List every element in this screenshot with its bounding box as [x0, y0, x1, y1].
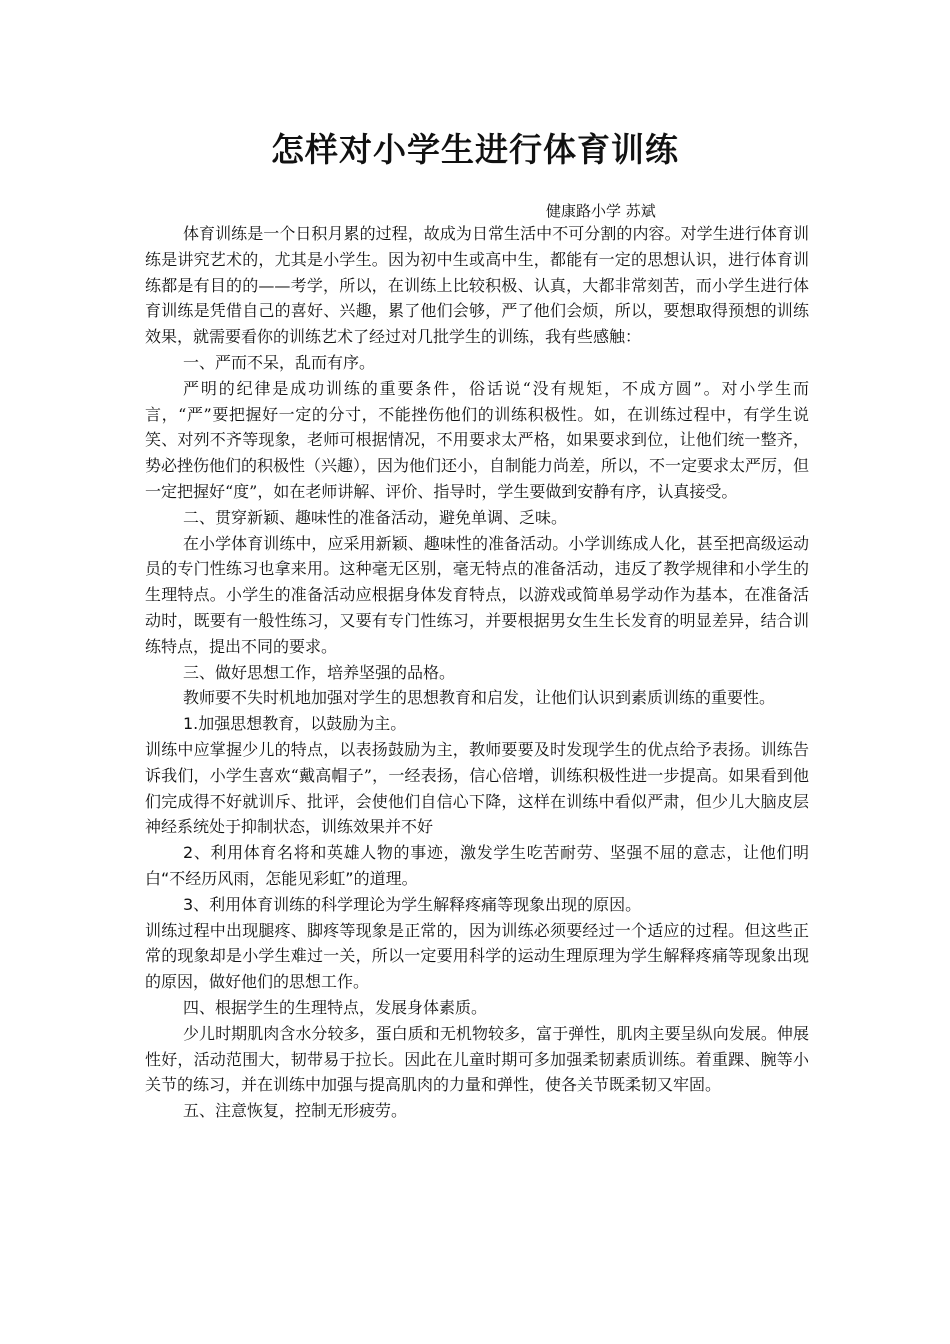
section-heading-5: 五、注意恢复，控制无形疲劳。	[183, 1101, 408, 1121]
subheading-3-2: 2、利用体育名将和英雄人物的事迹，激发学生吃苦耐劳、坚强不屈的意志，让他们明白“不经历风雨，怎能见彩虹”的道理。	[145, 843, 809, 888]
document-body	[145, 221, 809, 1124]
subheading-3-1: 1.加强思想教育，以鼓励为主。	[183, 714, 407, 734]
subheading-3-3: 3、利用体育训练的科学理论为学生解释疼痛等现象出现的原因。	[183, 894, 642, 914]
section-heading-2: 二、贯穿新颖、趣味性的准备活动，避免单调、乏味。	[183, 507, 568, 527]
intro-paragraph: 体育训练是一个日积月累的过程，故成为日常生活中不可分割的内容。对学生进行体育训练是讲究艺术的，尤其是小学生。因为初中生或高中生，都能有一定的思想认识，进行体育训练都是有目的的——考学，所以，在训练上比较积极、认真，大都非常刻苦，而小学生进行体育训练是凭借自己的喜好、兴趣，累了他们会够，严了他们会烦，所以，要想取得预想的训练效果，就需要看你的训练艺术了经过对几批学生的训练，我有些感触：	[145, 224, 809, 347]
author-line: 健康路小学 苏斌	[546, 202, 656, 220]
document-title: 怎样对小学生进行体育训练	[271, 130, 679, 169]
section-heading-4: 四、根据学生的生理特点，发展身体素质。	[183, 997, 488, 1017]
section-paragraph-1: 严明的纪律是成功训练的重要条件，俗话说“没有规矩，不成方圆”。对小学生而言，“严”要把握好一定的分寸，不能挫伤他们的训练积极性。如，在训练过程中，有学生说笑、对列不齐等现象，老师可根据情况，不用要求太严格，如果要求到位，让他们统一整齐，势必挫伤他们的积极性（兴趣），因为他们还小，自制能力尚差，所以，不一定要求太严厉，但一定把握好“度”，如在老师讲解、评价、指导时，学生要做到安静有序，认真接受。	[145, 378, 809, 501]
section-heading-1: 一、严而不呆，乱而有序。	[183, 352, 376, 372]
section-paragraph-3: 教师要不失时机地加强对学生的思想教育和启发，让他们认识到素质训练的重要性。	[183, 688, 776, 708]
subparagraph-3-3: 训练过程中出现腿疼、脚疼等现象是正常的，因为训练必须要经过一个适应的过程。但这些正常的现象却是小学生难过一关，所以一定要用科学的运动生理原理为学生解释疼痛等现象出现的原因，做好他们的思想工作。	[145, 920, 809, 992]
section-paragraph-4: 少儿时期肌肉含水分较多，蛋白质和无机物较多，富于弹性，肌肉主要呈纵向发展。伸展性好，活动范围大，韧带易于拉长。因此在儿童时期可多加强柔韧素质训练。着重踝、腕等小关节的练习，并在训练中加强与提高肌肉的力量和弹性，使各关节既柔韧又牢固。	[145, 1023, 809, 1095]
subparagraph-3-1: 训练中应掌握少儿的特点，以表扬鼓励为主，教师要要及时发现学生的优点给予表扬。训练告诉我们，小学生喜欢“戴高帽子”，一经表扬，信心倍增，训练积极性进一步提高。如果看到他们完成得不好就训斥、批评，会使他们自信心下降，这样在训练中看似严肃，但少儿大脑皮层神经系统处于抑制状态，训练效果并不好	[145, 739, 809, 837]
section-paragraph-2: 在小学体育训练中，应采用新颖、趣味性的准备活动。小学训练成人化，甚至把高级运动员的专门性练习也拿来用。这种毫无区别，毫无特点的准备活动，违反了教学规律和小学生的生理特点。小学生的准备活动应根据身体发育特点，以游戏或简单易学动作为基本，在准备活动时，既要有一般性练习，又要有专门性练习，并要根据男女生生长发育的明显差异，结合训练特点，提出不同的要求。	[145, 533, 809, 656]
section-heading-3: 三、做好思想工作，培养坚强的品格。	[183, 662, 456, 682]
